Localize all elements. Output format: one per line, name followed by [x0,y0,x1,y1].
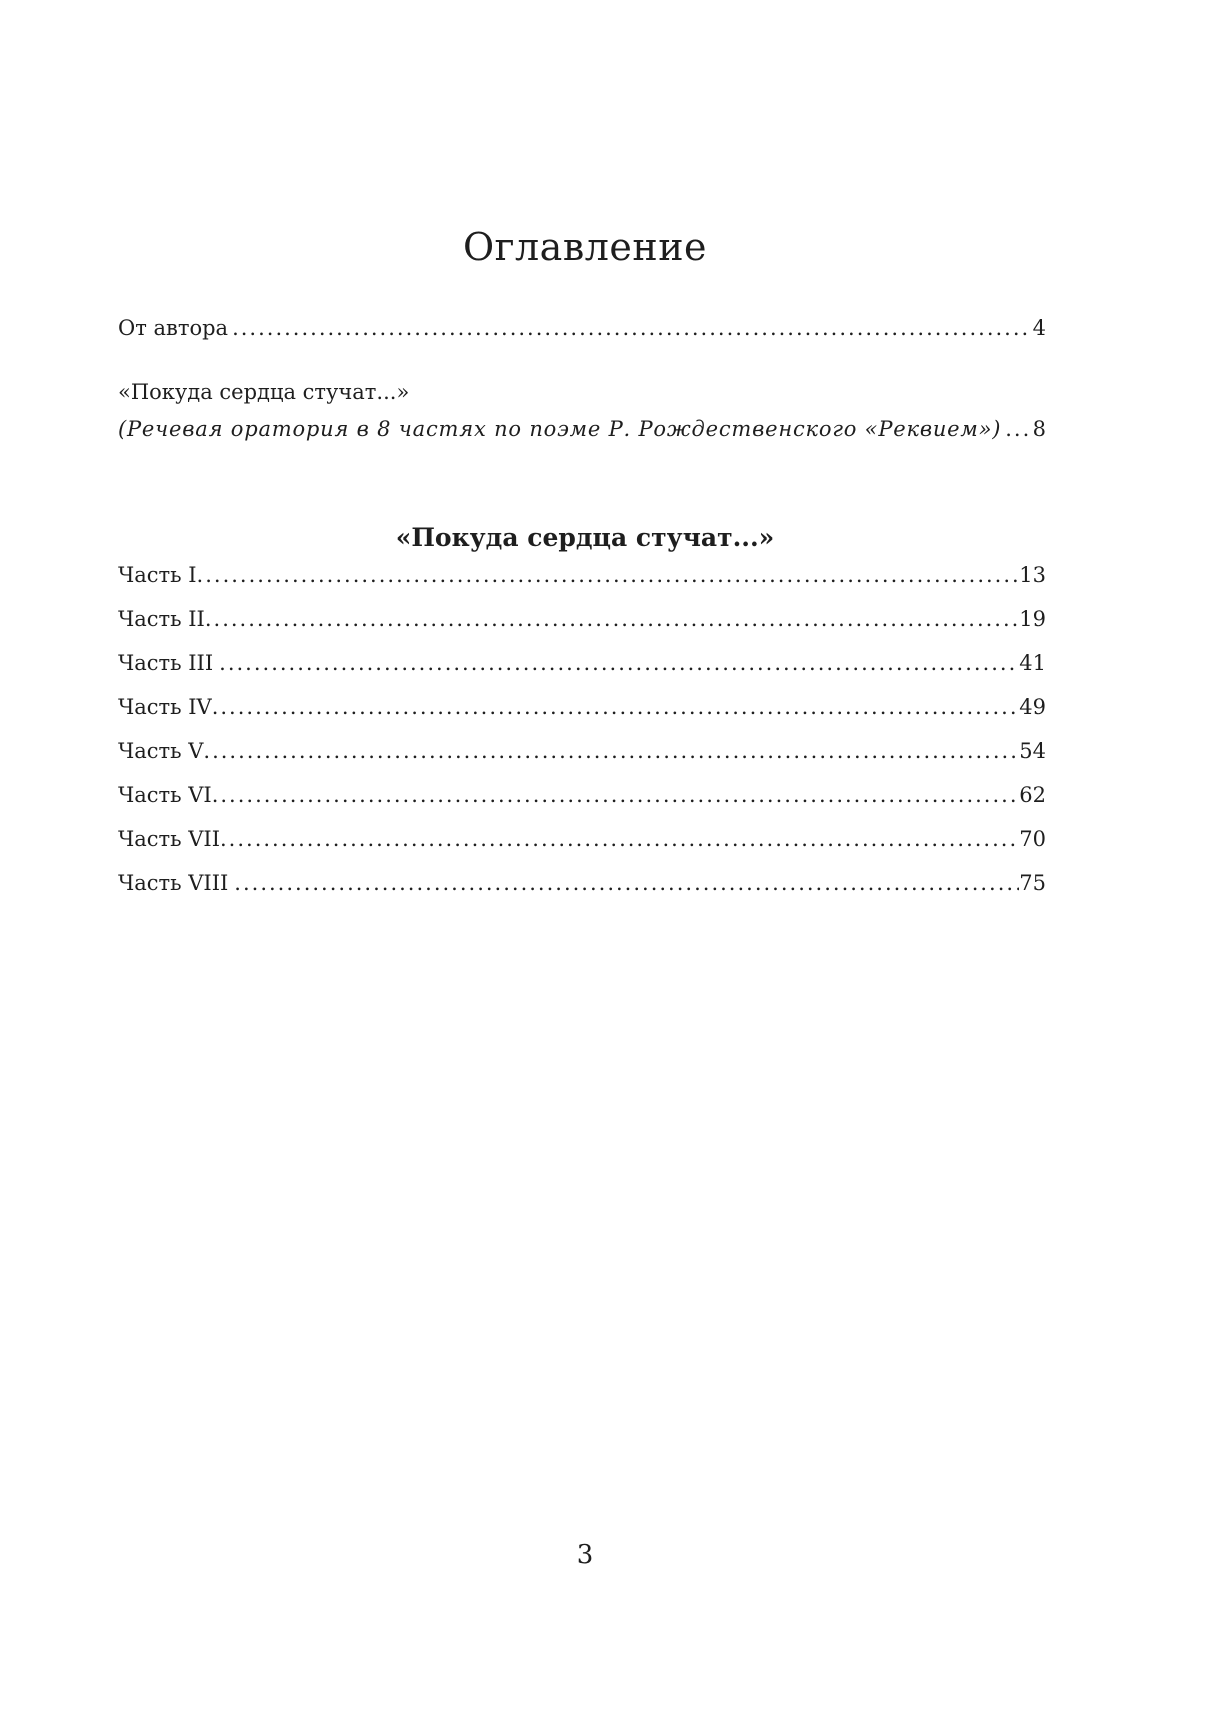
toc-entry-page: 49 [1019,695,1046,719]
toc-entry-part[interactable] [118,561,1046,589]
toc-entry-part[interactable] [118,605,1046,633]
toc-entry-page: 70 [1019,827,1046,851]
dot-leader [1005,415,1028,443]
toc-entry-page: 13 [1019,563,1046,587]
toc-entry-label: Часть I [118,563,197,587]
toc-entry-page: 4 [1032,316,1046,340]
toc-entry-label: Часть II [118,607,205,631]
toc-entry-page: 62 [1019,783,1046,807]
toc-entry-page: 19 [1019,607,1046,631]
toc-entry-label: Часть V [118,739,204,763]
dot-leader [212,781,1020,809]
oratorio-title: «Покуда сердца стучат...» [118,380,410,404]
toc-entry-part[interactable] [118,737,1046,765]
toc-entry-page: 54 [1019,739,1046,763]
dot-leader [232,314,1029,342]
dot-leader [219,649,1019,677]
page-title: Оглавление [462,225,708,270]
toc-entry-from-author[interactable] [118,314,1046,342]
toc-entry-label: Часть IV [118,695,212,719]
toc-entry-part[interactable] [118,781,1046,809]
toc-entry-label: От автора [118,316,229,340]
toc-entry-part[interactable] [118,869,1046,897]
toc-entry-label: Часть VIII [118,871,229,895]
toc-entry-oratorio[interactable] [118,415,1046,443]
toc-entry-label: Часть VI [118,783,212,807]
toc-entry-part[interactable] [118,649,1046,677]
dot-leader [205,605,1019,633]
toc-entry-page: 8 [1032,417,1046,441]
toc-entry-label: Часть III [118,651,214,675]
section-heading: «Покуда сердца стучат...» [395,522,775,552]
dot-leader [203,737,1019,765]
dot-leader [197,561,1020,589]
toc-entry-page: 41 [1019,651,1046,675]
toc-entry-label: Часть VII [118,827,220,851]
toc-entry-part[interactable] [118,693,1046,721]
page-number: 3 [576,1540,594,1570]
dot-leader [212,693,1020,721]
toc-entry-part[interactable] [118,825,1046,853]
toc-entry-page: 75 [1019,871,1046,895]
dot-leader [220,825,1019,853]
dot-leader [234,869,1019,897]
oratorio-subtitle: (Речевая оратория в 8 частях по поэме Р. Рождественского «Реквием») [118,417,1002,441]
